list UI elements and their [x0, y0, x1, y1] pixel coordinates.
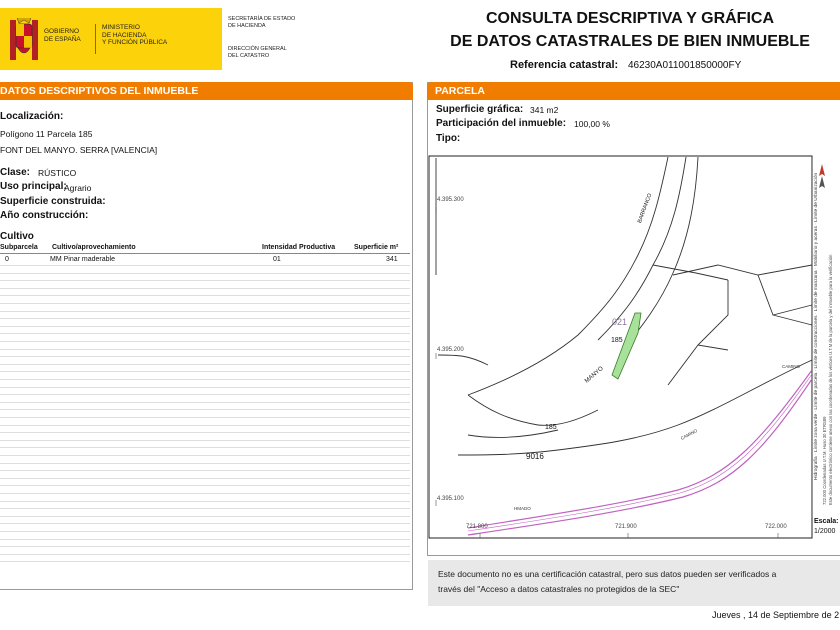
table-empty-row	[0, 311, 410, 312]
parcela-title: PARCELA	[435, 85, 485, 97]
table-empty-row	[0, 379, 410, 380]
coord-x-1: 721.800	[466, 524, 488, 530]
direccion-general-text: DIRECCIÓN GENERAL DEL CATASTRO	[228, 46, 287, 59]
map-side-note	[822, 175, 827, 505]
table-empty-row	[0, 546, 410, 547]
neighbor-parcel-label: 185	[545, 424, 557, 431]
legend-item-6: Mobiliario y aceras	[814, 226, 819, 267]
legend-divider	[812, 157, 813, 517]
table-empty-row	[0, 371, 410, 372]
camino-label-a: CAMINO	[782, 364, 800, 369]
superficie-grafica-label: Superficie gráfica:	[436, 104, 524, 115]
document-date: Jueves , 14 de Septiembre de 2	[712, 610, 840, 620]
table-empty-row	[0, 561, 410, 562]
table-empty-row	[0, 318, 410, 319]
document-title-line2: DE DATOS CATASTRALES DE BIEN INMUEBLE	[450, 33, 810, 50]
table-empty-row	[0, 417, 410, 418]
participacion-value: 100,00 %	[574, 119, 610, 129]
descriptive-data-panel	[0, 82, 413, 590]
table-empty-row	[0, 523, 410, 524]
uso-principal-value: Agrario	[64, 183, 92, 193]
anio-construccion-label: Año construcción:	[0, 210, 89, 221]
row0-subparcela: 0	[5, 256, 9, 263]
table-empty-row	[0, 265, 410, 266]
col-subparcela: Subparcela	[0, 244, 38, 251]
table-empty-row	[0, 539, 410, 540]
table-header-divider	[0, 253, 410, 254]
descriptive-data-title: DATOS DESCRIPTIVOS DEL INMUEBLE	[0, 85, 199, 97]
coord-x-2: 721.900	[615, 524, 637, 530]
footer-note-line1: Este documento no es una certificación catastral, pero sus datos pueden ser verificados a	[438, 569, 777, 579]
col-superficie: Superficie m²	[354, 244, 399, 251]
table-empty-row	[0, 463, 410, 464]
coord-x-3: 722.000	[765, 524, 787, 530]
table-empty-row	[0, 402, 410, 403]
table-empty-row	[0, 493, 410, 494]
table-empty-row	[0, 516, 410, 517]
uso-principal-label: Uso principal:	[0, 181, 67, 192]
table-empty-row	[0, 394, 410, 395]
manyo-label: MANYO	[584, 365, 605, 385]
table-empty-row	[0, 326, 410, 327]
table-empty-row	[0, 349, 410, 350]
logo-gobierno-text: GOBIERNO DE ESPAÑA	[44, 28, 81, 43]
ref-catastral-label: Referencia catastral:	[510, 59, 619, 71]
participacion-label: Participación del inmueble:	[436, 118, 567, 129]
localizacion-line2: FONT DEL MANYO. SERRA [VALENCIA]	[0, 145, 158, 155]
descriptive-data-header	[0, 82, 413, 100]
footer-note-line2: través del "Acceso a datos catastrales no protegidos de la SEC"	[438, 584, 680, 594]
clase-value: RÚSTICO	[38, 168, 77, 178]
table-empty-row	[0, 432, 410, 433]
legend-item-2: Límite zona verde	[814, 413, 819, 452]
superficie-construida-label: Superficie construida:	[0, 196, 106, 207]
table-empty-row	[0, 554, 410, 555]
coord-y-2: 4.395.200	[437, 347, 464, 353]
table-empty-row	[0, 288, 410, 289]
table-empty-row	[0, 364, 410, 365]
table-empty-row	[0, 303, 410, 304]
tipo-label: Tipo:	[436, 133, 461, 144]
coord-system-note: 722.000 Coordenadas U.T.M. Huso 30 ETRS89	[822, 416, 827, 505]
escala-label: Escala:	[814, 518, 839, 525]
table-empty-row	[0, 333, 410, 334]
barranco-label: BARRANCO	[637, 192, 654, 225]
legend-item-4: Límite de construcciones	[814, 315, 819, 369]
table-empty-row	[0, 508, 410, 509]
table-empty-row	[0, 273, 410, 274]
map-side-note-2	[828, 175, 833, 505]
map-legend: Hidrografía · Límite zona verde · Límite de parcela · Límite de construcciones · Límite de manzana · Mobiliario y aceras · Límite de Urbanización	[814, 172, 819, 480]
table-empty-row	[0, 478, 410, 479]
secretaria-text: SECRETARÍA DE ESTADO DE HACIENDA	[228, 16, 296, 29]
coord-y-1: 4.395.300	[437, 197, 464, 203]
table-empty-row	[0, 409, 410, 410]
escala-value: 1/2000	[814, 528, 836, 535]
table-empty-row	[0, 295, 410, 296]
row0-intensidad: 01	[273, 256, 281, 263]
map-frame	[429, 156, 812, 538]
table-empty-row	[0, 356, 410, 357]
clase-label: Clase:	[0, 167, 31, 178]
parcel-number-label: 185	[611, 337, 623, 344]
localizacion-label: Localización:	[0, 111, 64, 122]
row0-cultivo: MM Pinar maderable	[50, 256, 115, 263]
hmado-label: HMADO	[514, 506, 531, 511]
legend-item-1: Hidrografía	[814, 456, 819, 480]
verification-note: Este documento electrónico contiene anexo con las coordenadas de los vértices U.T.M de la parcela y del inmueble para la verificación	[828, 254, 833, 505]
table-empty-row	[0, 531, 410, 532]
table-empty-row	[0, 447, 410, 448]
coat-of-arms-icon	[6, 14, 42, 64]
parcela-header	[427, 82, 840, 100]
coord-y-3: 4.395.100	[437, 496, 464, 502]
table-empty-row	[0, 440, 410, 441]
table-empty-row	[0, 341, 410, 342]
localizacion-line1: Polígono 11 Parcela 185	[0, 129, 93, 139]
table-empty-row	[0, 485, 410, 486]
road-9016-label: 9016	[526, 452, 544, 461]
camino-label-b: CAMINO	[679, 428, 699, 441]
superficie-grafica-value: 341 m2	[530, 105, 559, 115]
legend-item-7: Límite de Urbanización	[814, 172, 819, 222]
col-intensidad: Intensidad Productiva	[262, 244, 336, 251]
table-empty-row	[0, 501, 410, 502]
legend-item-3: Límite de parcela	[814, 372, 819, 410]
table-empty-row	[0, 470, 410, 471]
logo-divider	[95, 24, 96, 54]
row0-superficie: 341	[386, 256, 398, 263]
cultivo-title: Cultivo	[0, 231, 34, 242]
table-empty-row	[0, 425, 410, 426]
document-title-line1: CONSULTA DESCRIPTIVA Y GRÁFICA	[485, 10, 774, 27]
table-empty-row	[0, 455, 410, 456]
logo-ministerio-text: MINISTERIO DE HACIENDA Y FUNCIÓN PÚBLICA	[102, 24, 168, 46]
legend-item-5: Límite de manzana	[814, 270, 819, 312]
ref-catastral-value: 46230A011001850000FY	[628, 60, 742, 71]
table-empty-row	[0, 387, 410, 388]
parcel-sub-label: 021	[612, 317, 628, 327]
table-empty-row	[0, 280, 410, 281]
col-cultivo: Cultivo/aprovechamiento	[52, 244, 136, 251]
cadastral-map	[428, 155, 840, 540]
